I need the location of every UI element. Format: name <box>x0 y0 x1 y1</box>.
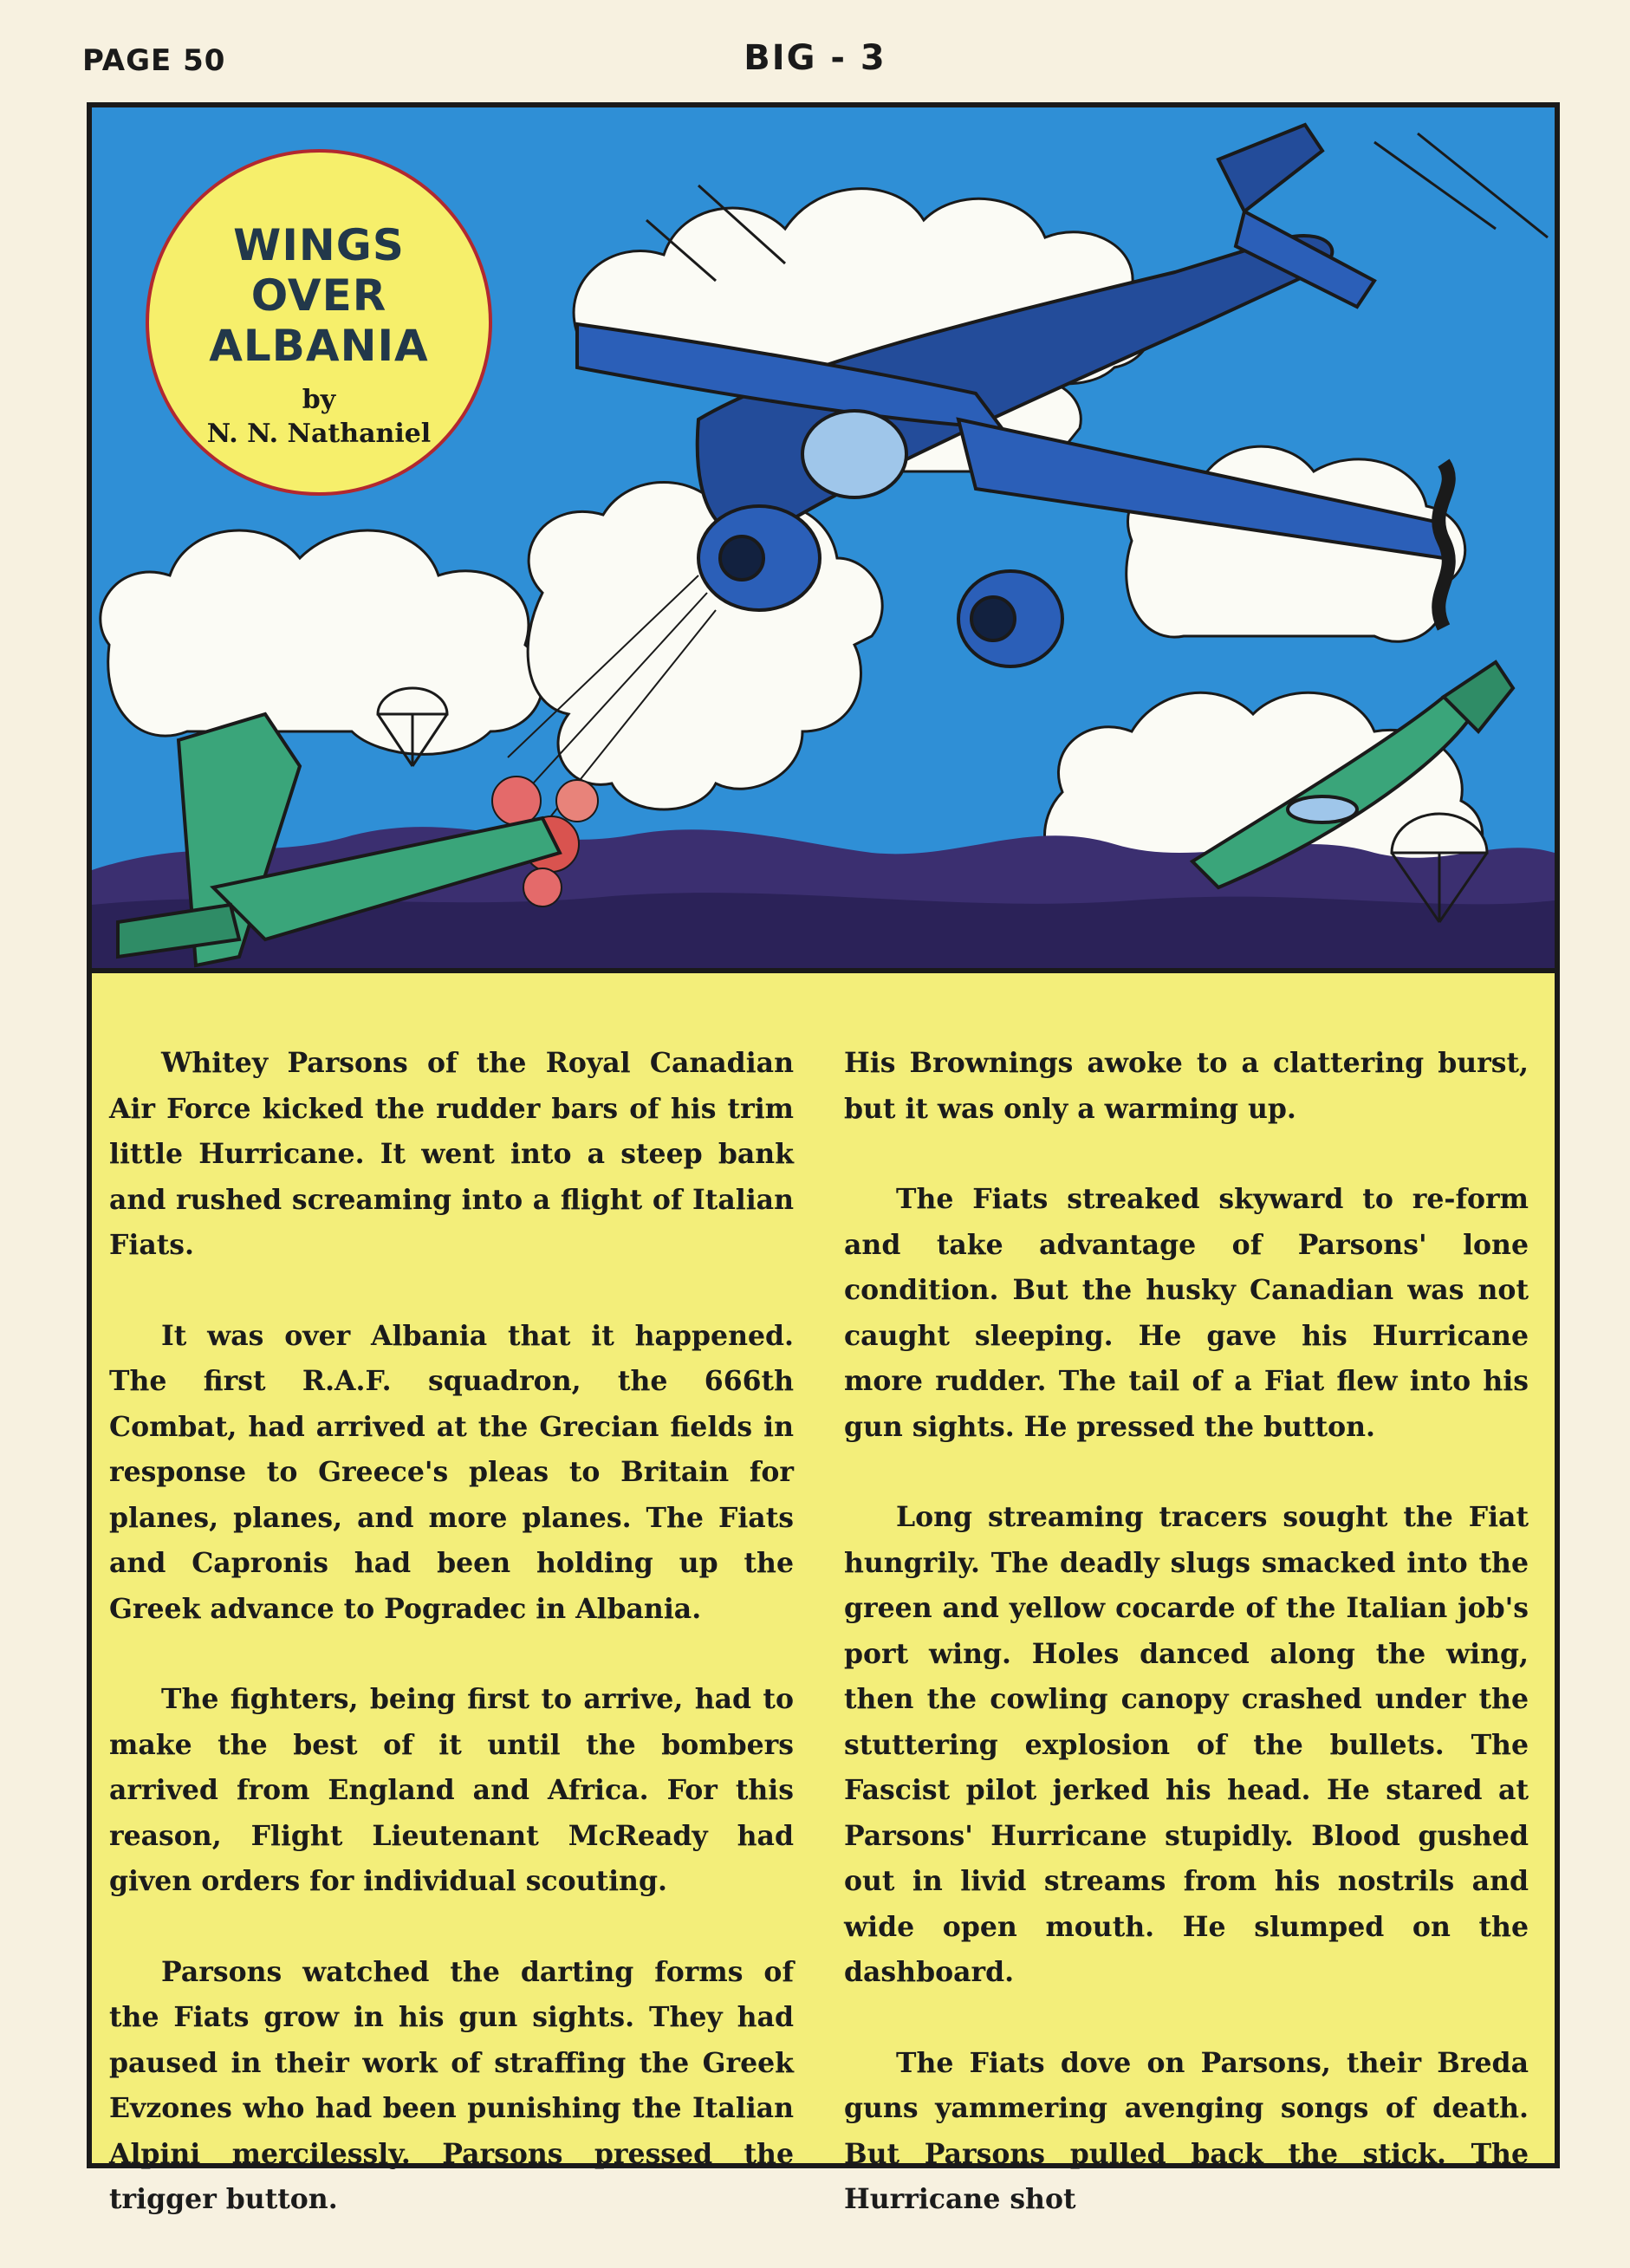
title-line-3: ALBANIA <box>209 321 429 371</box>
article-column-left <box>109 1041 794 2268</box>
paragraph: The fighters, being first to arrive, had to make the best of it until the bombers arrived from England and Africa. For this reason, Flight Lieutenant McReady had given orders for individual scouting. <box>109 1683 794 1897</box>
story-frame <box>87 102 1560 2215</box>
page-header <box>0 38 1630 95</box>
paragraph: Parsons watched the darting forms of the Fiats grow in his gun sights. They had paused in their work of straffing the Greek Evzones who had been punishing the Italian Alpini mercilessly. Parsons pressed the trigger button. <box>109 1955 794 2215</box>
article-body <box>92 973 1555 2215</box>
title-line-2: OVER <box>250 270 387 321</box>
byline: by <box>302 385 336 415</box>
issue-label: BIG - 3 <box>744 38 886 78</box>
paragraph: The Fiats streaked skyward to re-form and take advantage of Parsons' lone condition. But the husky Canadian was not caught sleeping. He gave his Hurricane more rudder. The tail of a Fiat flew into his gun sights. He pressed the button. <box>844 1183 1529 1443</box>
title-line-1: WINGS <box>233 220 405 270</box>
paragraph: The Fiats dove on Parsons, their Breda guns yammering avenging songs of death. But Parsons pulled back the stick. The Hurricane shot <box>844 2046 1529 2215</box>
article-column-right <box>844 1041 1529 2268</box>
paragraph: His Brownings awoke to a clattering burst, but it was only a warming up. <box>844 1047 1529 1125</box>
title-illustration <box>92 107 1555 973</box>
author-name: N. N. Nathaniel <box>206 419 432 449</box>
paragraph: Whitey Parsons of the Royal Canadian Air Force kicked the rudder bars of his trim little Hurricane. It went into a steep bank and rushed screaming into a flight of Italian Fiats. <box>109 1047 794 1261</box>
paragraph: Long streaming tracers sought the Fiat hungrily. The deadly slugs smacked into the green and yellow cocarde of the Italian job's port wing. Holes danced along the wing, then the cowling canopy crashed under the stuttering explosion of the bullets. The Fascist pilot jerked his head. He stared at Parsons' Hurricane stupidly. Blood gushed out in livid streams from his nostrils and wide open mouth. He slumped on the dashboard. <box>844 1501 1529 1988</box>
title-badge <box>146 149 492 496</box>
page-number: PAGE 50 <box>82 43 226 78</box>
paragraph: It was over Albania that it happened. The first R.A.F. squadron, the 666th Combat, had arrived at the Grecian fields in response to Greece's pleas to Britain for planes, planes, and more planes. The Fiats and Capronis had been holding up the Greek advance to Pogradec in Albania. <box>109 1319 794 1625</box>
